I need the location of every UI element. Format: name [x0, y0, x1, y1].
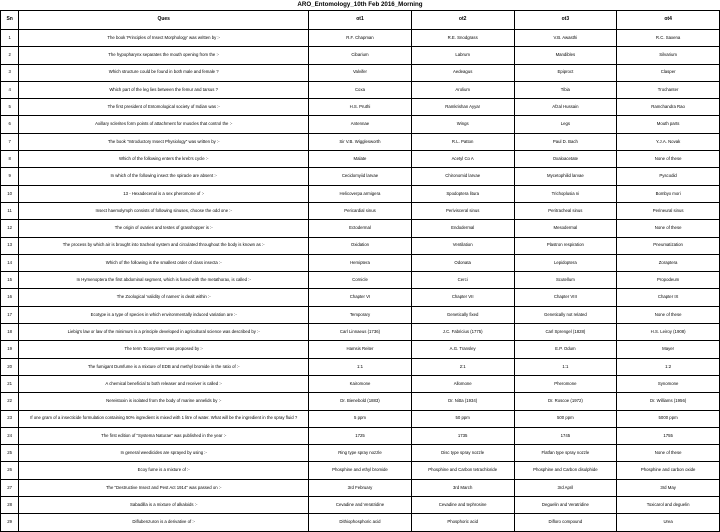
table-row: [1, 81, 720, 98]
option-2: 2:1: [411, 358, 514, 375]
option-3: Legs: [514, 116, 617, 133]
question-text: The book 'Principles of Insect Morphology' was written by :-: [19, 30, 309, 47]
table-row: [1, 479, 720, 496]
serial-number: 1: [1, 30, 19, 47]
option-2: 50 ppm: [411, 410, 514, 427]
option-1: 1725: [309, 427, 412, 444]
option-1: Antennae: [309, 116, 412, 133]
serial-number: 18: [1, 324, 19, 341]
table-row: [1, 427, 720, 444]
table-row: [1, 133, 720, 150]
option-4: Mayer: [617, 341, 720, 358]
table-row: [1, 341, 720, 358]
option-2: Chapter VII: [411, 289, 514, 306]
option-1: Cornicle: [309, 272, 412, 289]
question-text: Ecoy fume is a mixture of :-: [19, 462, 309, 479]
question-text: The term 'Ecosystem' was proposed by :-: [19, 341, 309, 358]
option-1: Sir V.B. Wigglesworth: [309, 133, 412, 150]
option-4: Toxicarol and deguelin: [617, 497, 720, 514]
option-1: Temporary: [309, 306, 412, 323]
header-option-3: ot3: [514, 11, 617, 30]
question-text: The first president of Entomological society of Indian was :-: [19, 99, 309, 116]
question-text: A chemical beneficial to both releaser and receiver is called :-: [19, 375, 309, 392]
option-3: 500 ppm: [514, 410, 617, 427]
option-2: Cerci: [411, 272, 514, 289]
option-2: Odonata: [411, 254, 514, 271]
serial-number: 2: [1, 47, 19, 64]
question-text: If one gram of a insecticide formulation containing 50% ingredient is mixed with 1 litre of water. What will be the ingredient in the spray fluid ?: [19, 410, 309, 427]
option-1: Coxa: [309, 81, 412, 98]
serial-number: 26: [1, 462, 19, 479]
option-3: 1745: [514, 427, 617, 444]
question-text: Which part of the leg lies between the femur and tarsus ?: [19, 81, 309, 98]
table-row: [1, 462, 720, 479]
table-row: [1, 410, 720, 427]
option-2: 3rd March: [411, 479, 514, 496]
option-4: Phosphine and carbon oxide: [617, 462, 720, 479]
option-4: Pneumatization: [617, 237, 720, 254]
option-3: 1:1: [514, 358, 617, 375]
table-row: [1, 289, 720, 306]
serial-number: 15: [1, 272, 19, 289]
option-4: None of these: [617, 306, 720, 323]
option-1: Hemiptera: [309, 254, 412, 271]
option-1: Chapter VI: [309, 289, 412, 306]
serial-number: 20: [1, 358, 19, 375]
option-3: Phosphine and Carbon disulphide: [514, 462, 617, 479]
option-1: Carl Linnaeus (1736): [309, 324, 412, 341]
serial-number: 9: [1, 168, 19, 185]
option-4: Y.J.A. Novak: [617, 133, 720, 150]
option-1: Cecidomyiid larvae: [309, 168, 412, 185]
table-row: [1, 358, 720, 375]
table-row: [1, 514, 720, 531]
sheet-title: ARO_Entomology_10th Feb 2016_Morning: [297, 1, 423, 8]
option-3: Lepidoptera: [514, 254, 617, 271]
table-row: [1, 497, 720, 514]
option-3: Scutellum: [514, 272, 617, 289]
option-3: Dr. Roscoe (1972): [514, 393, 617, 410]
option-1: Valvifer: [309, 64, 412, 81]
table-row: [1, 445, 720, 462]
option-3: Genetically not related: [514, 306, 617, 323]
table-row: [1, 202, 720, 219]
option-2: R.L. Patton: [411, 133, 514, 150]
serial-number: 21: [1, 375, 19, 392]
option-4: Silvarium: [617, 47, 720, 64]
option-2: A.G. Transley: [411, 341, 514, 358]
question-text: Axillary sclerites form points of attachment for muscles that control the :-: [19, 116, 309, 133]
header-option-1: ot1: [309, 11, 412, 30]
option-2: R.E. Snodgrass: [411, 30, 514, 47]
option-2: Ramkrishan Ayyar: [411, 99, 514, 116]
serial-number: 22: [1, 393, 19, 410]
option-4: Synomone: [617, 375, 720, 392]
option-1: Phosphine and ethyl bromide: [309, 462, 412, 479]
option-2: Genetically fixed: [411, 306, 514, 323]
question-table: [0, 10, 720, 532]
serial-number: 12: [1, 220, 19, 237]
option-1: Cibarium: [309, 47, 412, 64]
option-2: Chironomid larvae: [411, 168, 514, 185]
table-row: [1, 99, 720, 116]
question-text: Ecotype is a type of species in which environmentally induced variation are :-: [19, 306, 309, 323]
header-question: Ques: [19, 11, 309, 30]
option-4: None of these: [617, 220, 720, 237]
option-4: 3rd May: [617, 479, 720, 496]
question-text: The hypopharynx separates the mouth opening from the :-: [19, 47, 309, 64]
option-4: Mouth parts: [617, 116, 720, 133]
option-4: R.C. Saxena: [617, 30, 720, 47]
question-text: In general weedicides are sprayed by using :-: [19, 445, 309, 462]
question-text: The first edition of "Systema Naturae" was published in the year :-: [19, 427, 309, 444]
table-row: [1, 220, 720, 237]
option-4: 1755: [617, 427, 720, 444]
option-4: Bombyx mori: [617, 185, 720, 202]
option-2: Dr. Nitta (1934): [411, 393, 514, 410]
table-row: [1, 375, 720, 392]
table-row: [1, 306, 720, 323]
option-4: None of these: [617, 445, 720, 462]
serial-number: 8: [1, 151, 19, 168]
option-2: Aedeagus: [411, 64, 514, 81]
option-2: Allomone: [411, 375, 514, 392]
table-row: [1, 272, 720, 289]
option-3: Plastron respiration: [514, 237, 617, 254]
question-text: Which of the following is the smallest order of class insecta :-: [19, 254, 309, 271]
option-3: 3rd April: [514, 479, 617, 496]
option-3: Afzal Hussain: [514, 99, 617, 116]
option-4: Perineural sinus: [617, 202, 720, 219]
header-sn: Sn: [1, 11, 19, 30]
option-3: Chapter VIII: [514, 289, 617, 306]
question-text: The fumigant Dumfume is a mixture of EDB and methyl bromide in the ratio of :-: [19, 358, 309, 375]
serial-number: 5: [1, 99, 19, 116]
option-4: Chapter IX: [617, 289, 720, 306]
option-2: Phosphine and Carbon tetrachloride: [411, 462, 514, 479]
option-3: V.B. Awasthi: [514, 30, 617, 47]
option-3: Mandibles: [514, 47, 617, 64]
option-3: Flatfan type spray nozzle: [514, 445, 617, 462]
option-4: None of these: [617, 151, 720, 168]
option-4: Trochanter: [617, 81, 720, 98]
option-2: Ventilation: [411, 237, 514, 254]
question-text: Which of the following enters the kreb's cycle :-: [19, 151, 309, 168]
option-1: Helicoverpa armigera: [309, 185, 412, 202]
question-text: Which structure could be found in both male and female ?: [19, 64, 309, 81]
option-1: Ectodermal: [309, 220, 412, 237]
table-row: [1, 324, 720, 341]
option-1: 3rd February: [309, 479, 412, 496]
serial-number: 28: [1, 497, 19, 514]
question-text: The process by which air is brought into tracheal system and circulated throughout the body is known as :-: [19, 237, 309, 254]
serial-number: 27: [1, 479, 19, 496]
table-row: [1, 30, 720, 47]
option-4: Dr. Williams (1956): [617, 393, 720, 410]
option-3: Deguelin and Veratridine: [514, 497, 617, 514]
option-2: Arolium: [411, 81, 514, 98]
option-1: Oxidation: [309, 237, 412, 254]
option-2: 1735: [411, 427, 514, 444]
question-text: The "Destructive Insect and Pest Act 1914" was passed on :-: [19, 479, 309, 496]
option-1: Dr. Bienebold (1883): [309, 393, 412, 410]
serial-number: 10: [1, 185, 19, 202]
table-row: [1, 185, 720, 202]
option-1: Pericardial sinus: [309, 202, 412, 219]
option-2: Endodermal: [411, 220, 514, 237]
question-text: The book "Introductory Insect Physiology" was written by :-: [19, 133, 309, 150]
serial-number: 19: [1, 341, 19, 358]
serial-number: 11: [1, 202, 19, 219]
serial-number: 17: [1, 306, 19, 323]
table-row: [1, 116, 720, 133]
option-3: Difloro compound: [514, 514, 617, 531]
option-1: H.S. Pruthi: [309, 99, 412, 116]
header-option-2: ot2: [411, 11, 514, 30]
option-1: Kairomone: [309, 375, 412, 392]
question-text: The Zoological 'validity of names' is dealt within :-: [19, 289, 309, 306]
table-row: [1, 168, 720, 185]
option-1: R.F. Chapman: [309, 30, 412, 47]
table-row: [1, 393, 720, 410]
option-3: Peritracheal sinus: [514, 202, 617, 219]
question-text: 13 - Hexadecenal is a sex pheromone of :-: [19, 185, 309, 202]
serial-number: 23: [1, 410, 19, 427]
option-3: Carl Sprengel (1828): [514, 324, 617, 341]
option-2: Disc type spray nozzle: [411, 445, 514, 462]
option-4: Zoraptera: [617, 254, 720, 271]
option-3: Epiproct: [514, 64, 617, 81]
option-1: Ring type spray nozzle: [309, 445, 412, 462]
option-3: Tibia: [514, 81, 617, 98]
option-2: Labrum: [411, 47, 514, 64]
option-2: Spodoptera litura: [411, 185, 514, 202]
option-2: Cevadine and tephrosine: [411, 497, 514, 514]
option-4: Clasper: [617, 64, 720, 81]
serial-number: 4: [1, 81, 19, 98]
question-text: Diflubenzuron is a derivative of :-: [19, 514, 309, 531]
serial-number: 24: [1, 427, 19, 444]
option-3: Pheromone: [514, 375, 617, 392]
serial-number: 7: [1, 133, 19, 150]
option-3: Trichoplusia ni: [514, 185, 617, 202]
option-1: 1:1: [309, 358, 412, 375]
header-row: [1, 11, 720, 30]
table-row: [1, 237, 720, 254]
option-2: Acetyl Co A: [411, 151, 514, 168]
option-3: Mesodermal: [514, 220, 617, 237]
question-text: In Hymenoptera the first abdominal segment, which is fused with the metathorax, is called :-: [19, 272, 309, 289]
option-4: 5000 ppm: [617, 410, 720, 427]
serial-number: 14: [1, 254, 19, 271]
table-row: [1, 64, 720, 81]
option-4: 1:2: [617, 358, 720, 375]
serial-number: 3: [1, 64, 19, 81]
serial-number: 16: [1, 289, 19, 306]
option-3: Oxaloacetate: [514, 151, 617, 168]
option-3: Mycetophilid larvae: [514, 168, 617, 185]
table-row: [1, 47, 720, 64]
option-4: Pyscodid: [617, 168, 720, 185]
option-2: Wings: [411, 116, 514, 133]
table-row: [1, 151, 720, 168]
question-text: In which of the following insect the spiracle are absent :-: [19, 168, 309, 185]
table-row: [1, 254, 720, 271]
option-2: Phosphoric acid: [411, 514, 514, 531]
option-3: Paul D. Bach: [514, 133, 617, 150]
option-2: Perivisceral sinus: [411, 202, 514, 219]
option-1: Cevadine and Veratridine: [309, 497, 412, 514]
question-text: Liebig's law or law of the minimum is a principle developed in agricultural science was described by :-: [19, 324, 309, 341]
option-1: Dithiophosphoric acid: [309, 514, 412, 531]
question-text: Sabadilla is a mixture of alkaloids :-: [19, 497, 309, 514]
option-4: Ramchandra Rao: [617, 99, 720, 116]
question-text: Nereistoxin is isolated from the body of marine annelids by :-: [19, 393, 309, 410]
option-2: J.C. Fabricius (1775): [411, 324, 514, 341]
option-4: H.S. Leiroy (1908): [617, 324, 720, 341]
option-3: E.P. Odum: [514, 341, 617, 358]
question-text: The origin of ovaries and testes of grasshopper is :-: [19, 220, 309, 237]
option-1: Malate: [309, 151, 412, 168]
question-text: Insect haemolymph consists of following sinuses, choose the odd one :-: [19, 202, 309, 219]
serial-number: 13: [1, 237, 19, 254]
option-1: 5 ppm: [309, 410, 412, 427]
option-4: Urea: [617, 514, 720, 531]
option-4: Propodeum: [617, 272, 720, 289]
serial-number: 25: [1, 445, 19, 462]
serial-number: 29: [1, 514, 19, 531]
option-1: Hamsis Reiter: [309, 341, 412, 358]
header-option-4: ot4: [617, 11, 720, 30]
serial-number: 6: [1, 116, 19, 133]
